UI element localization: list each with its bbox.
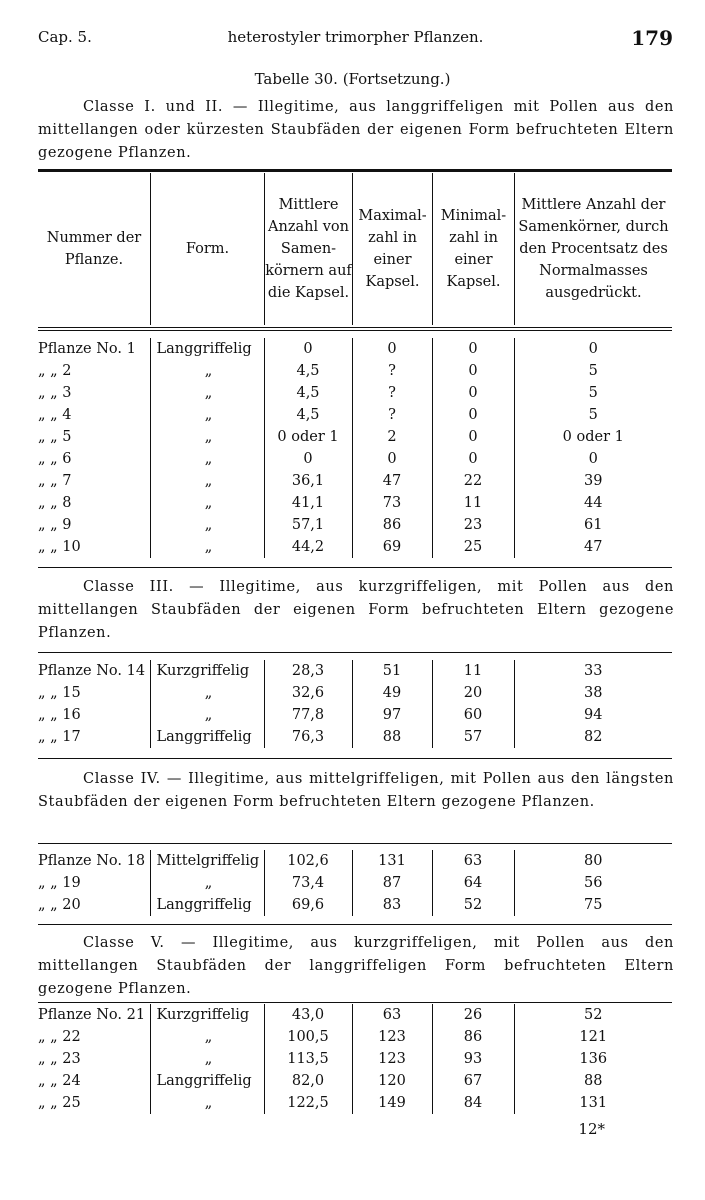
mean-seeds-cell: 36,1	[264, 470, 352, 492]
form-cell: „	[150, 704, 264, 726]
caption-text: Classe I. und II. — Illegitime, aus langgriffeligen mit Pollen aus den mittellangen oder kürzesten Staubfäden der eigenen Form befruchteten Eltern gezogene Pflanzen.	[38, 99, 674, 161]
min-cell: 0	[432, 338, 514, 360]
max-cell: 73	[352, 492, 432, 514]
plant-number-cell: „ „ 3	[38, 385, 72, 401]
percent-cell: 136	[514, 1048, 672, 1070]
percent-cell: 80	[514, 850, 672, 872]
form-cell: „	[150, 492, 264, 514]
header-plant-number: Nummer der Pflanze.	[46, 230, 142, 268]
percent-cell: 131	[514, 1092, 672, 1114]
header-form: Form.	[150, 173, 264, 325]
percent-cell: 82	[514, 726, 672, 748]
plant-number-cell: „ „ 20	[38, 897, 81, 913]
form-cell: Langgriffelig	[150, 726, 264, 748]
table-row	[38, 894, 672, 916]
table-row	[38, 726, 672, 748]
min-cell: 22	[432, 470, 514, 492]
max-cell: 83	[352, 894, 432, 916]
plant-number-cell: „ „ 10	[38, 539, 81, 555]
plant-number-cell: „ „ 16	[38, 707, 81, 723]
mean-seeds-cell: 28,3	[264, 660, 352, 682]
header-percent: Mittlere Anzahl der Samenkörner, durch den Procentsatz des Normalmasses ausgedrückt.	[514, 173, 672, 325]
plant-number-cell: „ „ 7	[38, 473, 72, 489]
table-row	[38, 426, 672, 448]
max-cell: 69	[352, 536, 432, 558]
section-rule	[38, 924, 672, 925]
section-rule	[38, 1002, 672, 1003]
table-row	[38, 536, 672, 558]
mean-seeds-cell: 77,8	[264, 704, 352, 726]
section-rule	[38, 652, 672, 653]
mean-seeds-cell: 73,4	[264, 872, 352, 894]
min-cell: 93	[432, 1048, 514, 1070]
form-cell: „	[150, 426, 264, 448]
mean-seeds-cell: 82,0	[264, 1070, 352, 1092]
plant-number-cell: Pflanze No. 1	[38, 341, 136, 357]
max-cell: ?	[352, 360, 432, 382]
form-cell: „	[150, 470, 264, 492]
page-number: 179	[631, 26, 673, 50]
mean-seeds-cell: 76,3	[264, 726, 352, 748]
section-rule	[38, 843, 672, 844]
table-row	[38, 404, 672, 426]
data-table-class-1-2	[38, 338, 672, 558]
table-row	[38, 514, 672, 536]
mean-seeds-cell: 4,5	[264, 382, 352, 404]
form-cell: Kurzgriffelig	[150, 660, 264, 682]
header-bottom-rule	[38, 327, 672, 331]
form-cell: „	[150, 1026, 264, 1048]
table-row	[38, 682, 672, 704]
form-cell: „	[150, 872, 264, 894]
table-row	[38, 850, 672, 872]
class-caption	[38, 932, 674, 1001]
plant-number-cell: Pflanze No. 18	[38, 853, 146, 869]
plant-number-cell: „ „ 19	[38, 875, 81, 891]
table-row	[38, 492, 672, 514]
mean-seeds-cell: 0	[264, 338, 352, 360]
percent-cell: 47	[514, 536, 672, 558]
mean-seeds-cell: 43,0	[264, 1004, 352, 1026]
plant-number-cell: Pflanze No. 14	[38, 663, 146, 679]
min-cell: 84	[432, 1092, 514, 1114]
plant-number-cell: „ „ 8	[38, 495, 72, 511]
form-cell: „	[150, 1092, 264, 1114]
percent-cell: 5	[514, 382, 672, 404]
signature-mark: 12*	[578, 1120, 605, 1138]
max-cell: 149	[352, 1092, 432, 1114]
max-cell: 120	[352, 1070, 432, 1092]
min-cell: 60	[432, 704, 514, 726]
header-min: Minimalzahl in einer Kapsel.	[432, 173, 514, 325]
form-cell: „	[150, 360, 264, 382]
plant-number-cell: „ „ 23	[38, 1051, 81, 1067]
form-cell: Kurzgriffelig	[150, 1004, 264, 1026]
mean-seeds-cell: 0 oder 1	[264, 426, 352, 448]
form-cell: Mittelgriffelig	[150, 850, 264, 872]
table-row	[38, 1070, 672, 1092]
data-table-class-3	[38, 660, 672, 748]
mean-seeds-cell: 100,5	[264, 1026, 352, 1048]
mean-seeds-cell: 113,5	[264, 1048, 352, 1070]
form-cell: Langgriffelig	[150, 1070, 264, 1092]
running-head	[38, 26, 673, 52]
table-row	[38, 1026, 672, 1048]
table-row	[38, 872, 672, 894]
mean-seeds-cell: 44,2	[264, 536, 352, 558]
max-cell: 123	[352, 1026, 432, 1048]
percent-cell: 5	[514, 360, 672, 382]
form-cell: Langgriffelig	[150, 894, 264, 916]
percent-cell: 121	[514, 1026, 672, 1048]
table-row	[38, 704, 672, 726]
max-cell: 88	[352, 726, 432, 748]
mean-seeds-cell: 41,1	[264, 492, 352, 514]
table-row	[38, 1048, 672, 1070]
plant-number-cell: „ „ 15	[38, 685, 81, 701]
section-rule	[38, 758, 672, 759]
max-cell: 0	[352, 338, 432, 360]
form-cell: „	[150, 682, 264, 704]
section-rule	[38, 567, 672, 568]
min-cell: 52	[432, 894, 514, 916]
header-mean-seeds: Mittlere Anzahl von Samenkörnern auf die Kapsel.	[264, 173, 352, 325]
data-table-class-5	[38, 1004, 672, 1114]
percent-cell: 38	[514, 682, 672, 704]
max-cell: 123	[352, 1048, 432, 1070]
max-cell: 2	[352, 426, 432, 448]
plant-number-cell: „ „ 22	[38, 1029, 81, 1045]
percent-cell: 75	[514, 894, 672, 916]
chapter-label: Cap. 5.	[38, 28, 92, 46]
table-header	[38, 173, 672, 325]
plant-number-cell: „ „ 25	[38, 1095, 81, 1111]
percent-cell: 44	[514, 492, 672, 514]
form-cell: „	[150, 448, 264, 470]
table-row	[38, 338, 672, 360]
plant-number-cell: Pflanze No. 21	[38, 1007, 146, 1023]
min-cell: 0	[432, 448, 514, 470]
min-cell: 25	[432, 536, 514, 558]
percent-cell: 5	[514, 404, 672, 426]
max-cell: ?	[352, 382, 432, 404]
min-cell: 0	[432, 426, 514, 448]
class-caption	[38, 96, 674, 165]
table-row	[38, 448, 672, 470]
max-cell: 97	[352, 704, 432, 726]
table-row	[38, 1092, 672, 1114]
table-row	[38, 382, 672, 404]
table-row	[38, 360, 672, 382]
max-cell: 131	[352, 850, 432, 872]
form-cell: „	[150, 382, 264, 404]
caption-text: Classe IV. — Illegitime, aus mittelgriffeligen, mit Pollen aus den längsten Staubfäden der eigenen Form befruchteten Eltern gezogene Pflanzen.	[38, 771, 674, 810]
percent-cell: 61	[514, 514, 672, 536]
min-cell: 86	[432, 1026, 514, 1048]
mean-seeds-cell: 122,5	[264, 1092, 352, 1114]
mean-seeds-cell: 4,5	[264, 404, 352, 426]
max-cell: 0	[352, 448, 432, 470]
min-cell: 11	[432, 660, 514, 682]
header-max: Maximalzahl in einer Kapsel.	[352, 173, 432, 325]
class-caption	[38, 768, 674, 814]
plant-number-cell: „ „ 6	[38, 451, 72, 467]
mean-seeds-cell: 4,5	[264, 360, 352, 382]
plant-number-cell: „ „ 17	[38, 729, 81, 745]
plant-number-cell: „ „ 2	[38, 363, 72, 379]
max-cell: 51	[352, 660, 432, 682]
max-cell: 86	[352, 514, 432, 536]
caption-text: Classe III. — Illegitime, aus kurzgriffeligen, mit Pollen aus den mittellangen Staubfäden der eigenen Form befruchteten Eltern gezogene Pflanzen.	[38, 579, 674, 641]
percent-cell: 33	[514, 660, 672, 682]
percent-cell: 39	[514, 470, 672, 492]
min-cell: 20	[432, 682, 514, 704]
form-cell: „	[150, 514, 264, 536]
max-cell: ?	[352, 404, 432, 426]
table-title: Tabelle 30. (Fortsetzung.)	[254, 70, 451, 88]
running-title: heterostyler trimorpher Pflanzen.	[227, 28, 484, 46]
max-cell: 63	[352, 1004, 432, 1026]
min-cell: 23	[432, 514, 514, 536]
percent-cell: 94	[514, 704, 672, 726]
mean-seeds-cell: 69,6	[264, 894, 352, 916]
caption-text: Classe V. — Illegitime, aus kurzgriffeligen, mit Pollen aus den mittellangen Staubfäden der langgriffeligen Form befruchteten Eltern gezogene Pflanzen.	[38, 935, 674, 997]
min-cell: 57	[432, 726, 514, 748]
percent-cell: 88	[514, 1070, 672, 1092]
min-cell: 64	[432, 872, 514, 894]
data-table-class-4	[38, 850, 672, 916]
plant-number-cell: „ „ 4	[38, 407, 72, 423]
min-cell: 0	[432, 404, 514, 426]
min-cell: 67	[432, 1070, 514, 1092]
max-cell: 87	[352, 872, 432, 894]
form-cell: Langgriffelig	[150, 338, 264, 360]
table-row	[38, 1004, 672, 1026]
class-caption	[38, 576, 674, 645]
plant-number-cell: „ „ 5	[38, 429, 72, 445]
table-row	[38, 660, 672, 682]
table-top-rule	[38, 169, 672, 172]
plant-number-cell: „ „ 9	[38, 517, 72, 533]
percent-cell: 52	[514, 1004, 672, 1026]
min-cell: 0	[432, 382, 514, 404]
mean-seeds-cell: 32,6	[264, 682, 352, 704]
form-cell: „	[150, 536, 264, 558]
min-cell: 26	[432, 1004, 514, 1026]
percent-cell: 0	[514, 338, 672, 360]
min-cell: 11	[432, 492, 514, 514]
percent-cell: 0	[514, 448, 672, 470]
percent-cell: 56	[514, 872, 672, 894]
mean-seeds-cell: 0	[264, 448, 352, 470]
percent-cell: 0 oder 1	[514, 426, 672, 448]
mean-seeds-cell: 57,1	[264, 514, 352, 536]
form-cell: „	[150, 404, 264, 426]
table-row	[38, 470, 672, 492]
form-cell: „	[150, 1048, 264, 1070]
min-cell: 63	[432, 850, 514, 872]
mean-seeds-cell: 102,6	[264, 850, 352, 872]
min-cell: 0	[432, 360, 514, 382]
max-cell: 47	[352, 470, 432, 492]
max-cell: 49	[352, 682, 432, 704]
plant-number-cell: „ „ 24	[38, 1073, 81, 1089]
